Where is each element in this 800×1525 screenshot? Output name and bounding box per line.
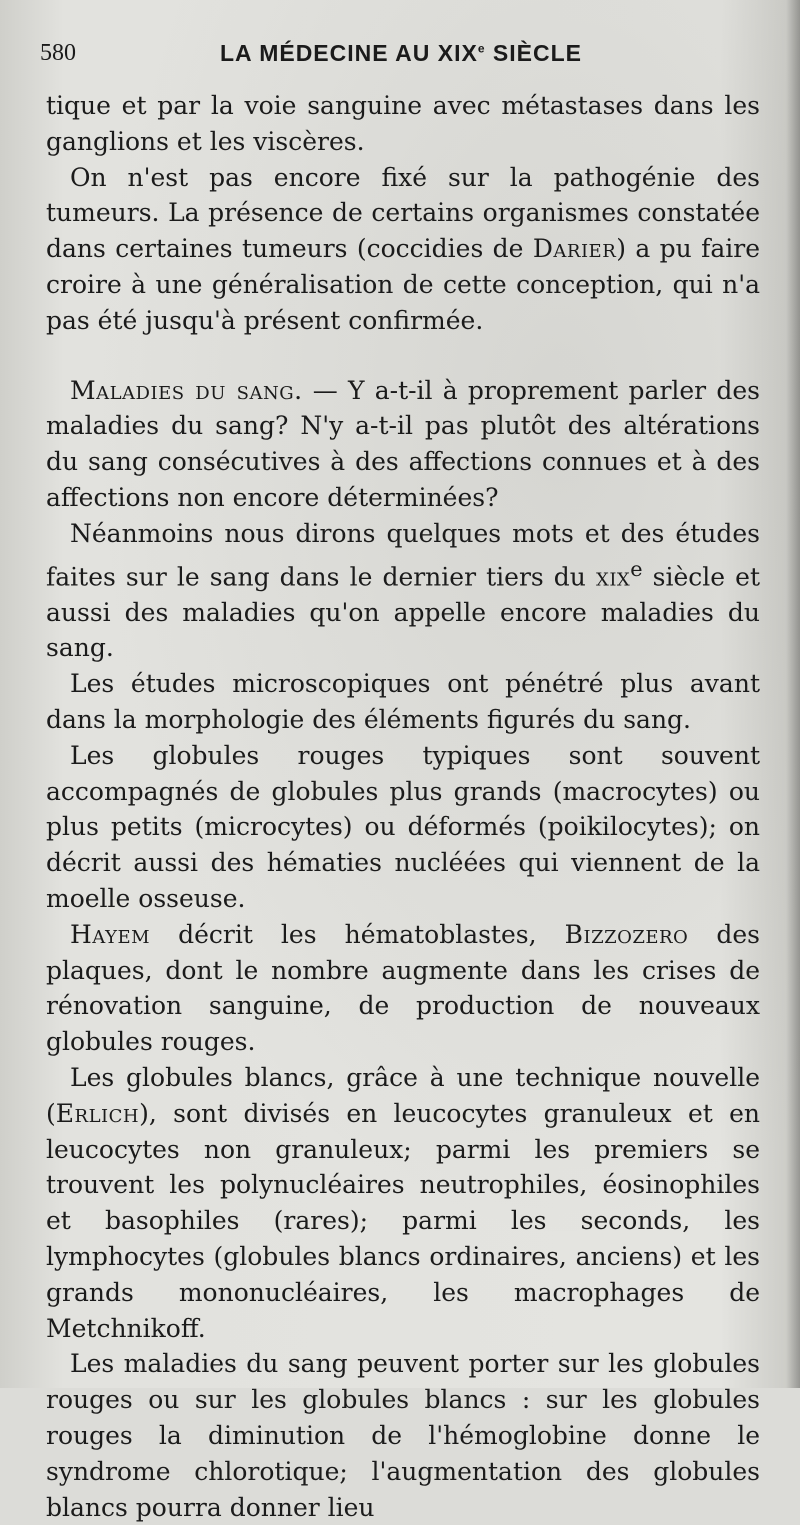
running-title-text: LA MÉDECINE AU XIX: [220, 40, 478, 66]
paragraph-2-end: ) a pu faire croire à une généralisation de cette conception, qui n'a pas été jusqu'à présent confirmée.: [46, 234, 760, 335]
paragraph-7-mid: décrit les hématoblastes,: [150, 919, 565, 949]
paragraph-8: [46, 1060, 760, 1346]
paragraph-8-end: ), sont divisés en leucocytes granuleux et en leucocytes non granuleux; parmi les premiers se trouvent les polynucléaires neutrophiles, éosinophiles et basophiles (rares); parmi les seconds, les lymphocytes (globules blancs ordinaires, anciens) et les grands mononucléaires, les macrophages de Metchnikoff.: [46, 1098, 760, 1343]
paragraph-2: [46, 160, 760, 339]
paragraph-2-text: On n'est pas encore fixé sur la pathogénie des tumeurs. La présence de certains organismes constatée dans certaines tumeurs (coccidies de: [46, 162, 760, 264]
author-name-erlich: Erlich: [55, 1098, 140, 1128]
paragraph-7: [46, 917, 760, 1060]
running-title-end: SIÈCLE: [485, 40, 582, 66]
section-gap: [46, 339, 760, 373]
paragraph-4-end: siècle et aussi des maladies qu'on appelle encore maladies du sang.: [46, 561, 760, 663]
section-heading-maladies-du-sang: Maladies du sang.: [70, 375, 303, 405]
paragraph-4-text: Néanmoins nous dirons quelques mots et des études faites sur le sang dans le dernier tiers du: [46, 518, 760, 591]
paragraph-9: Les maladies du sang peuvent porter sur les globules rouges ou sur les globules blancs : sur les globules rouges la diminution de l'hémoglobine donne le syndrome chlorotique; l'augmentation des globules blancs pourra donner lieu: [46, 1349, 760, 1522]
page-number: 580: [40, 40, 76, 66]
author-name-darier: Darier: [532, 234, 617, 264]
running-title: [220, 40, 582, 67]
century-superscript: e: [630, 556, 643, 581]
author-name-bizzozero: Bizzozero: [564, 919, 689, 949]
author-name-hayem: Hayem: [70, 919, 151, 949]
paragraph-1: tique et par la voie sanguine avec métastases dans les ganglions et les viscères.: [46, 91, 760, 156]
paragraph-7-text: des plaques, dont le nombre augmente dans les crises de rénovation sanguine, de production de nouveaux globules rouges.: [46, 919, 761, 1057]
century-numeral: xix: [596, 561, 631, 591]
paragraph-5: Les études microscopiques ont pénétré plus avant dans la morphologie des éléments figurés du sang.: [46, 669, 760, 735]
page-gutter-shadow: [786, 0, 800, 1388]
paragraph-3: [46, 373, 760, 516]
paragraph-8-text: Les globules blancs, grâce à une technique nouvelle (: [46, 1063, 760, 1128]
paragraph-4: [46, 516, 760, 667]
body-text: [46, 88, 760, 1525]
paragraph-3-text: — Y a-t-il à proprement parler des maladies du sang? N'y a-t-il pas plutôt des altérations du sang consécutives à des affections connues et à des affections non encore déterminées?: [46, 375, 760, 512]
running-title-superscript: e: [477, 41, 486, 56]
page-header: [40, 34, 760, 74]
paragraph-6: Les globules rouges typiques sont souvent accompagnés de globules plus grands (macrocytes) ou plus petits (microcytes) ou déformés (poikilocytes); on décrit aussi des hématies nucléées qui viennent de la moelle osseuse.: [46, 740, 760, 914]
